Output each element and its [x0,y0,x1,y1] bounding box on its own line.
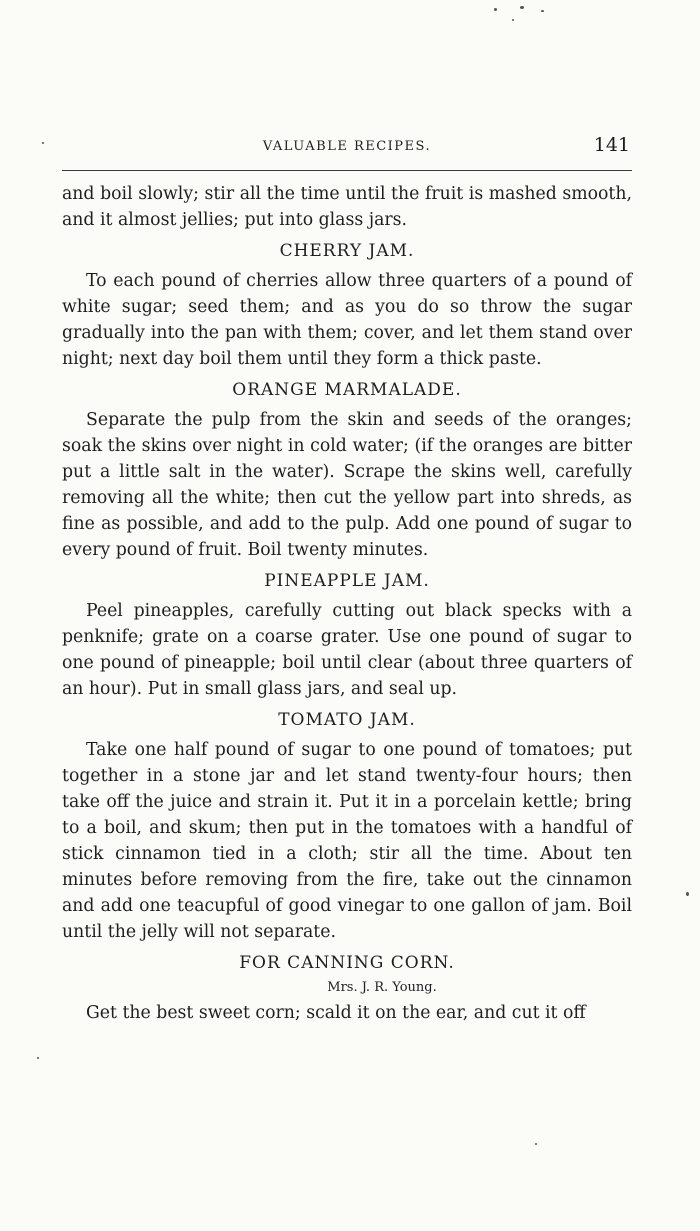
recipe-heading-cherry-jam: CHERRY JAM. [279,241,415,261]
recipe-body-canning-corn: Get the best sweet corn; scald it on the ear, and cut it off [86,1003,586,1023]
recipe-heading-canning-corn: FOR CANNING CORN. [239,953,455,973]
scan-speck [494,8,497,11]
scan-speck [37,1057,39,1059]
scan-speck [541,10,544,12]
recipe-heading-tomato-jam: TOMATO JAM. [278,710,416,730]
recipe-body-tomato-jam: Take one half pound of sugar to one pound of tomatoes; put together in a stone jar and let stand twenty-four hours; then take off the juice and strain it. Put it in a porcelain kettle; bring to a boil, and skum; then put in the tomatoes with a handful of stick cinnamon tied in a cloth; stir all the time. About ten minutes before removing from the fire, take out the cinnamon and add one teacupful of good vinegar to one gallon of jam. Boil until the jelly will not separate. [62,740,632,942]
scan-speck [512,19,514,21]
recipe-heading-pineapple-jam: PINEAPPLE JAM. [264,571,430,591]
recipe-body-cherry-jam: To each pound of cherries allow three quarters of a pound of white sugar; seed them; and as you do so throw the sugar gradually into the pan with them; cover, and let them stand over night; next day boil them until they form a thick paste. [62,271,632,369]
book-page [62,130,632,1026]
continuation-paragraph: and boil slowly; stir all the time until the fruit is mashed smooth, and it almost jellies; put into glass jars. [62,184,632,230]
page-content [62,181,632,1026]
scan-speck [42,142,44,144]
recipe-body-orange-marmalade: Separate the pulp from the skin and seeds of the oranges; soak the skins over night in cold water; (if the oranges are bitter put a little salt in the water). Scrape the skins well, carefully removing all the white; then cut the yellow part into shreds, as fine as possible, and add to the pulp. Add one pound of sugar to every pound of fruit. Boil twenty minutes. [62,410,632,560]
page-number: 141 [593,134,630,156]
scan-speck [520,6,524,9]
scan-speck [535,1143,537,1145]
recipe-heading-orange-marmalade: ORANGE MARMALADE. [232,380,462,400]
running-title: VALUABLE RECIPES. [262,139,432,154]
header-rule [62,170,632,171]
page-header [62,130,632,168]
recipe-body-pineapple-jam: Peel pineapples, carefully cutting out black specks with a penknife; grate on a coarse grater. Use one pound of sugar to one pound of pineapple; boil until clear (about three quarters of an hour). Put in small glass jars, and seal up. [62,601,632,699]
scan-speck [686,892,689,896]
recipe-byline: Mrs. J. R. Young. [327,980,437,995]
